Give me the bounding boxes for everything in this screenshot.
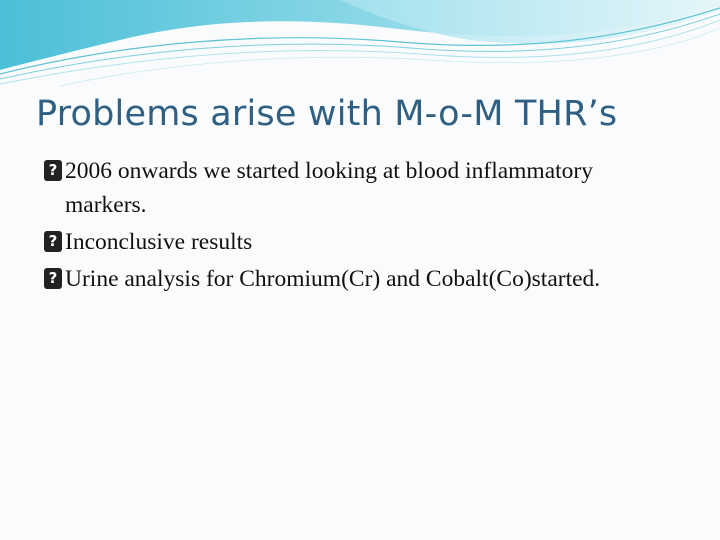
missing-glyph-icon <box>44 160 62 181</box>
bullet-text: Urine analysis for Chromium(Cr) and Cobalt(Co)started. <box>65 266 601 292</box>
bullet-item <box>44 225 654 259</box>
bullet-text: 2006 onwards we started looking at blood inflammatory markers. <box>65 158 593 218</box>
header-wave-decoration <box>0 0 720 100</box>
missing-glyph-icon <box>44 231 62 252</box>
bullet-item <box>44 154 654 222</box>
bullet-list <box>44 154 654 299</box>
slide-title: Problems arise with M-o-M THR’s <box>36 94 618 134</box>
bullet-item <box>44 262 654 296</box>
missing-glyph-icon <box>44 268 62 289</box>
bullet-text: Inconclusive results <box>65 229 253 255</box>
